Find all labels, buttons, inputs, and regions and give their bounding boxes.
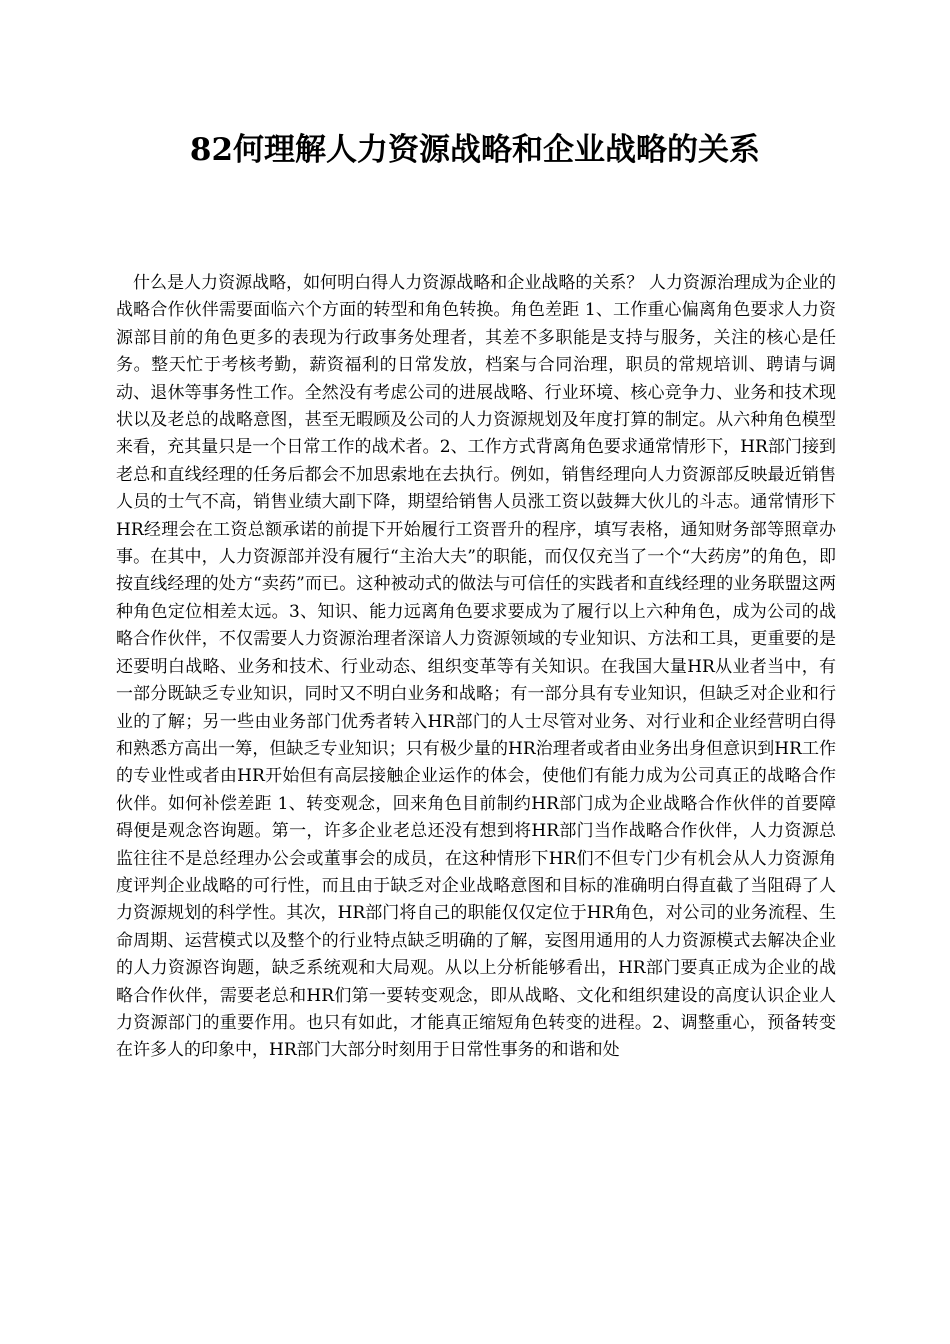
document-body-paragraph: 什么是人力资源战略，如何明白得人力资源战略和企业战略的关系？ 人力资源治理成为企业的战略合作伙伴需要面临六个方面的转型和角色转换。角色差距 1、工作重心偏离角色要求人力资源部目前的角色更多的表现为行政事务处理者，其差不多职能是支持与服务，关注的核心是任务。整天忙于考核考勤，薪资福利的日常发放，档案与合同治理，职员的常规培训、聘请与调动、退休等事务性工作。全然没有考虑公司的进展战略、行业环境、核心竞争力、业务和技术现状以及老总的战略意图，甚至无暇顾及公司的人力资源规划及年度打算的制定。从六种角色模型来看，充其量只是一个日常工作的战术者。2、工作方式背离角色要求通常情形下，HR部门接到老总和直线经理的任务后都会不加思索地在去执行。例如，销售经理向人力资源部反映最近销售人员的士气不高，销售业绩大副下降，期望给销售人员涨工资以鼓舞大伙儿的斗志。通常情形下HR经理会在工资总额承诺的前提下开始履行工资晋升的程序，填写表格，通知财务部等照章办事。在其中，人力资源部并没有履行“主治大夫”的职能，而仅仅充当了一个“大药房”的角色，即按直线经理的处方“卖药”而已。这种被动式的做法与可信任的实践者和直线经理的业务联盟这两种角色定位相差太远。3、知识、能力远离角色要求要成为了履行以上六种角色，成为公司的战略合作伙伴，不仅需要人力资源治理者深谙人力资源领域的专业知识、方法和工具，更重要的是还要明白战略、业务和技术、行业动态、组织变革等有关知识。在我国大量HR从业者当中，有一部分既缺乏专业知识，同时又不明白业务和战略；有一部分具有专业知识，但缺乏对企业和行业的了解；另一些由业务部门优秀者转入HR部门的人士尽管对业务、对行业和企业经营明白得和熟悉方高出一筹，但缺乏专业知识；只有极少量的HR治理者或者由业务出身但意识到HR工作的专业性或者由HR开始但有高层接触企业运作的体会，使他们有能力成为公司真正的战略合作伙伴。如何补偿差距 1、转变观念，回来角色目前制约HR部门成为企业战略合作伙伴的首要障碍便是观念咨询题。第一，许多企业老总还没有想到将HR部门当作战略合作伙伴，人力资源总监往往不是总经理办公会或董事会的成员，在这种情形下HR们不但专门少有机会从人力资源角度评判企业战略的可行性，而且由于缺乏对企业战略意图和目标的准确明白得直截了当阻碍了人力资源规划的科学性。其次，HR部门将自己的职能仅仅定位于HR角色，对公司的业务流程、生命周期、运营模式以及整个的行业特点缺乏明确的了解，妄图用通用的人力资源模式去解决企业的人力资源咨询题，缺乏系统观和大局观。从以上分析能够看出，HR部门要真正成为企业的战略合作伙伴，需要老总和HR们第一要转变观念，即从战略、文化和组织建设的高度认识企业人力资源部门的重要作用。也只有如此，才能真正缩短角色转变的进程。2、调整重心，预备转变在许多人的印象中，HR部门大部分时刻用于日常性事务的和谐和处 — [116, 273, 836, 1061]
document-title: 82何理解人力资源战略和企业战略的关系 — [189, 132, 761, 168]
